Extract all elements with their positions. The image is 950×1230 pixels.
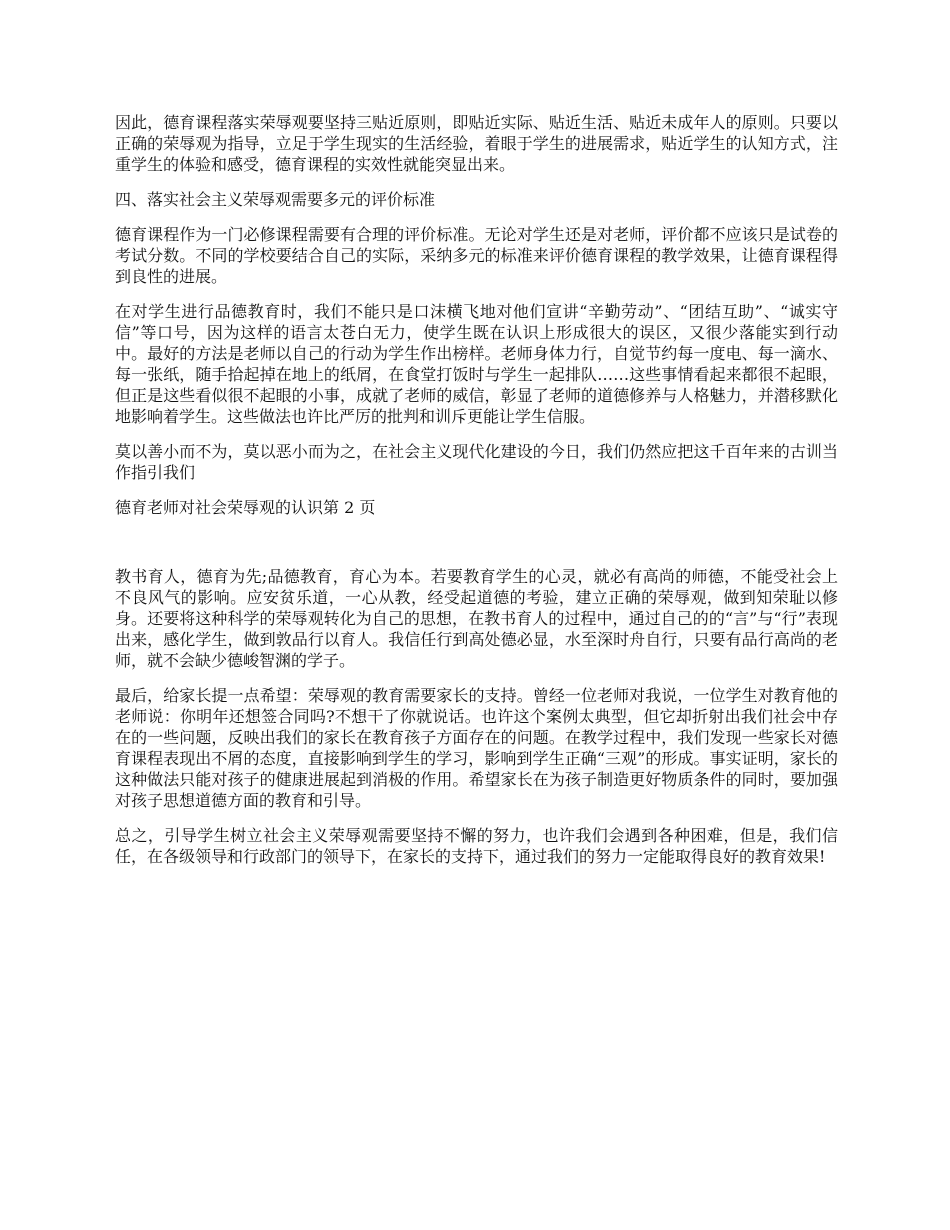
paragraph-evaluation-standards: 德育课程作为一门必修课程需要有合理的评价标准。无论对学生还是对老师，评价都不应该只是试卷的考试分数。不同的学校要结合自己的实际，采纳多元的标准来评价德育课程的教学效果，让德育课程得到良性的进展。 (115, 225, 838, 286)
page-break-gap (115, 518, 838, 566)
paragraph-three-proximity-principle: 因此，德育课程落实荣辱观要坚持三贴近原则，即贴近实际、贴近生活、贴近未成年人的原则。只要以正确的荣辱观为指导，立足于学生现实的生活经验，着眼于学生的进展需求，贴近学生的认知方式，注重学生的体验和感受，德育课程的实效性就能突显出来。 (115, 113, 838, 174)
paragraph-parent-support: 最后，给家长提一点希望：荣辱观的教育需要家长的支持。曾经一位老师对我说，一位学生对教育他的老师说：你明年还想签合同吗?不想干了你就说话。也许这个案例太典型，但它却折射出我们社会中存在的一些问题，反映出我们的家长在教育孩子方面存在的问题。在教学过程中，我们发现一些家长对德育课程表现出不屑的态度，直接影响到学生的学习，影响到学生正确“三观”的形成。事实证明，家长的这种做法只能对孩子的健康进展起到消极的作用。希望家长在为孩子制造更好物质条件的同时，要加强对孩子思想道德方面的教育和引导。 (115, 686, 838, 810)
paragraph-conclusion: 总之，引导学生树立社会主义荣辱观需要坚持不懈的努力，也许我们会遇到各种困难，但是，我们信任，在各级领导和行政部门的领导下，在家长的支持下，通过我们的努力一定能取得良好的教育效果! (115, 826, 838, 866)
page-label: 德育老师对社会荣辱观的认识第 2 页 (115, 498, 376, 517)
section-heading-four: 四、落实社会主义荣辱观需要多元的评价标准 (115, 190, 436, 209)
paragraph-ancient-maxim: 莫以善小而不为，莫以恶小而为之，在社会主义现代化建设的今日，我们仍然应把这千百年来的古训当作指引我们 (115, 442, 838, 482)
paragraph-teacher-ethics: 教书育人，德育为先;品德教育，育心为本。若要教育学生的心灵，就必有高尚的师德，不能受社会上不良风气的影响。应安贫乐道，一心从教，经受起道德的考验，建立正确的荣辱观，做到知荣耻以修身。还要将这种科学的荣辱观转化为自己的思想，在教书育人的过程中，通过自己的的“言”与“行”表现出来，感化学生，做到敦品行以育人。我信任行到高处德必显，水至深时舟自行，只要有品行高尚的老师，就不会缺少德峻智渊的学子。 (115, 567, 838, 670)
paragraph-teacher-example: 在对学生进行品德教育时，我们不能只是口沫横飞地对他们宣讲“辛勤劳动”、“团结互助”、“诚实守信”等口号，因为这样的语言太苍白无力，使学生既在认识上形成很大的误区，又很少落能实到行动中。最好的方法是老师以自己的行动为学生作出榜样。老师身体力行，自觉节约每一度电、每一滴水、每一张纸，随手拾起掉在地上的纸屑，在食堂打饭时与学生一起排队……这些事情看起来都很不起眼，但正是这些看似很不起眼的小事，成就了老师的威信，彰显了老师的道德修养与人格魅力，并潜移默化地影响着学生。这些做法也许比严厉的批判和训斥更能让学生信服。 (115, 302, 838, 426)
